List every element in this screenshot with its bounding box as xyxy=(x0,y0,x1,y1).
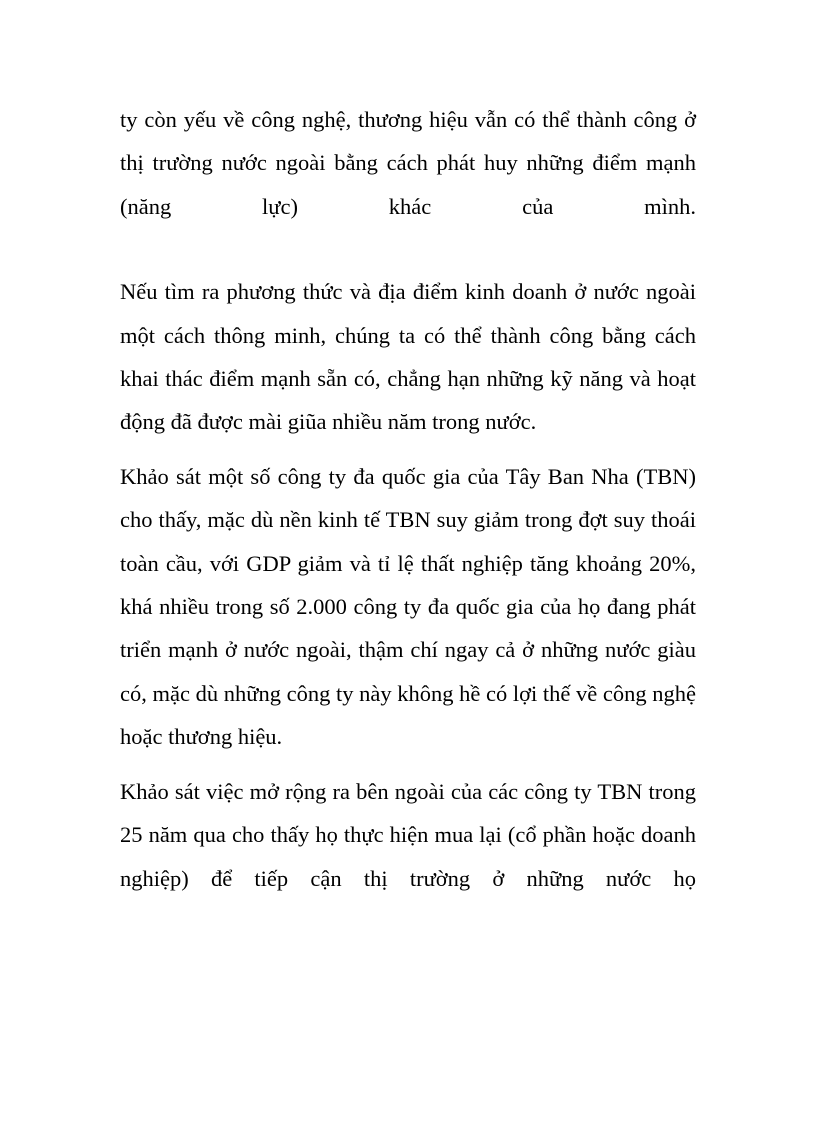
paragraph-continuation: ty còn yếu về công nghệ, thương hiệu vẫn có thể thành công ở thị trường nước ngoài bằng cách phát huy những điểm mạnh (năng lực) khác của mình. xyxy=(120,107,696,219)
paragraph-spain-expansion: Khảo sát việc mở rộng ra bên ngoài của các công ty TBN trong 25 năm qua cho thấy họ thực hiện mua lại (cổ phần hoặc doanh nghiệp) để tiếp cận thị trường ở những nước họ xyxy=(120,778,696,891)
paragraph-spain-survey: Khảo sát một số công ty đa quốc gia của Tây Ban Nha (TBN) cho thấy, mặc dù nền kinh tế TBN suy giảm trong đợt suy thoái toàn cầu, với GDP giảm và tỉ lệ thất nghiệp tăng khoảng 20%, khá nhiều trong số 2.000 công ty đa quốc gia của họ đang phát triển mạnh ở nước ngoài, thậm chí ngay cả ở những nước giàu có, mặc dù những công ty này không hề có lợi thế về công nghệ hoặc thương hiệu. xyxy=(120,463,696,750)
paragraph-smart-expansion: Nếu tìm ra phương thức và địa điểm kinh doanh ở nước ngoài một cách thông minh, chúng ta có thể thành công bằng cách khai thác điểm mạnh sẵn có, chẳng hạn những kỹ năng và hoạt động đã được mài giũa nhiều năm trong nước. xyxy=(120,279,696,435)
document-page xyxy=(120,98,696,900)
